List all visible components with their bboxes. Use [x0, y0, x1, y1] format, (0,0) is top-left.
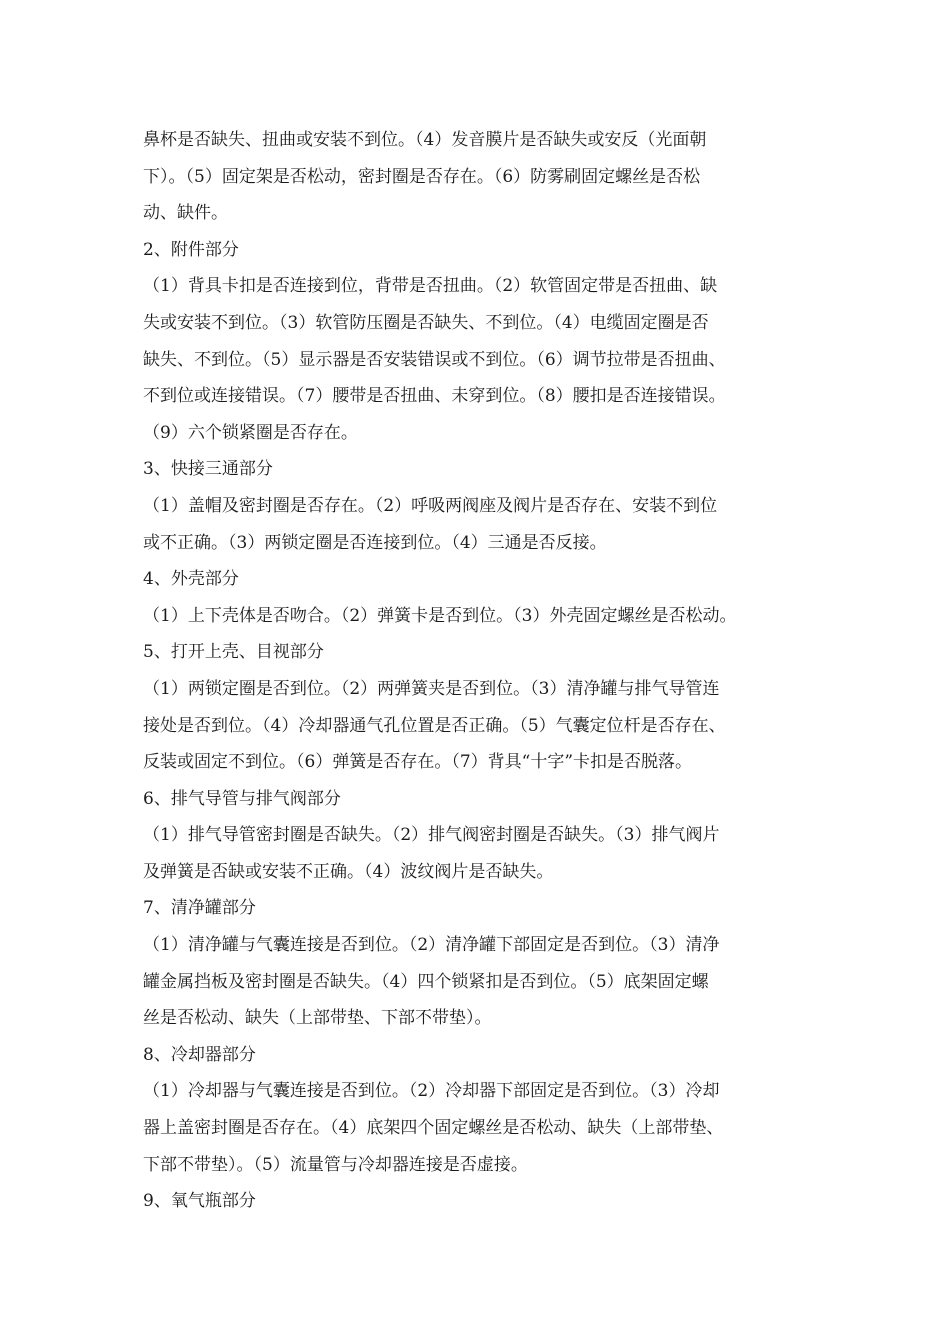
text-line: 器上盖密封圈是否存在。（4）底架四个固定螺丝是否松动、缺失（上部带垫、	[143, 1118, 724, 1139]
text-line: 接处是否到位。（4）冷却器通气孔位置是否正确。（5）气囊定位杆是否存在、	[143, 715, 726, 736]
text-line: （1）排气导管密封圈是否缺失。（2）排气阀密封圈是否缺失。（3）排气阀片	[143, 825, 720, 846]
text-line: 缺失、不到位。（5）显示器是否安装错误或不到位。（6）调节拉带是否扭曲、	[143, 349, 726, 370]
text-line: （9）六个锁紧圈是否存在。	[143, 422, 358, 443]
text-line: 反装或固定不到位。（6）弹簧是否存在。（7）背具“十字”卡扣是否脱落。	[143, 752, 693, 773]
document-body	[143, 122, 815, 1220]
section-heading: 9、氧气瓶部分	[143, 1191, 256, 1212]
text-line: 或不正确。（3）两锁定圈是否连接到位。（4）三通是否反接。	[143, 532, 607, 553]
text-line: （1）背具卡扣是否连接到位，背带是否扭曲。（2）软管固定带是否扭曲、缺	[143, 276, 718, 297]
text-line: 及弹簧是否缺或安装不正确。（4）波纹阀片是否缺失。	[143, 861, 554, 882]
text-line: （1）上下壳体是否吻合。（2）弹簧卡是否到位。（3）外壳固定螺丝是否松动。	[143, 605, 737, 626]
section-heading: 3、快接三通部分	[143, 459, 273, 480]
section-heading: 5、打开上壳、目视部分	[143, 642, 324, 663]
section-heading: 6、排气导管与排气阀部分	[143, 788, 341, 809]
section-heading: 8、冷却器部分	[143, 1044, 256, 1065]
text-line: 不到位或连接错误。（7）腰带是否扭曲、未穿到位。（8）腰扣是否连接错误。	[143, 386, 726, 407]
text-line: 动、缺件。	[143, 203, 228, 224]
text-line: 罐金属挡板及密封圈是否缺失。（4）四个锁紧扣是否到位。（5）底架固定螺	[143, 971, 709, 992]
text-line: （1）冷却器与气囊连接是否到位。（2）冷却器下部固定是否到位。（3）冷却	[143, 1081, 720, 1102]
section-heading: 2、附件部分	[143, 239, 239, 260]
text-line: （1）两锁定圈是否到位。（2）两弹簧夹是否到位。（3）清净罐与排气导管连	[143, 678, 720, 699]
section-heading: 7、清净罐部分	[143, 898, 256, 919]
text-line: 下部不带垫）。（5）流量管与冷却器连接是否虚接。	[143, 1154, 528, 1175]
text-line: （1）盖帽及密封圈是否存在。（2）呼吸两阀座及阀片是否存在、安装不到位	[143, 495, 718, 516]
text-line: 下）。（5）固定架是否松动，密封圈是否存在。（6）防雾刷固定螺丝是否松	[143, 166, 701, 187]
section-heading: 4、外壳部分	[143, 569, 239, 590]
text-line: 失或安装不到位。（3）软管防压圈是否缺失、不到位。（4）电缆固定圈是否	[143, 312, 709, 333]
text-line: （1）清净罐与气囊连接是否到位。（2）清净罐下部固定是否到位。（3）清净	[143, 935, 720, 956]
text-line: 丝是否松动、缺失（上部带垫、下部不带垫）。	[143, 1008, 492, 1029]
text-line: 鼻杯是否缺失、扭曲或安装不到位。（4）发音膜片是否缺失或安反（光面朝	[143, 130, 707, 150]
